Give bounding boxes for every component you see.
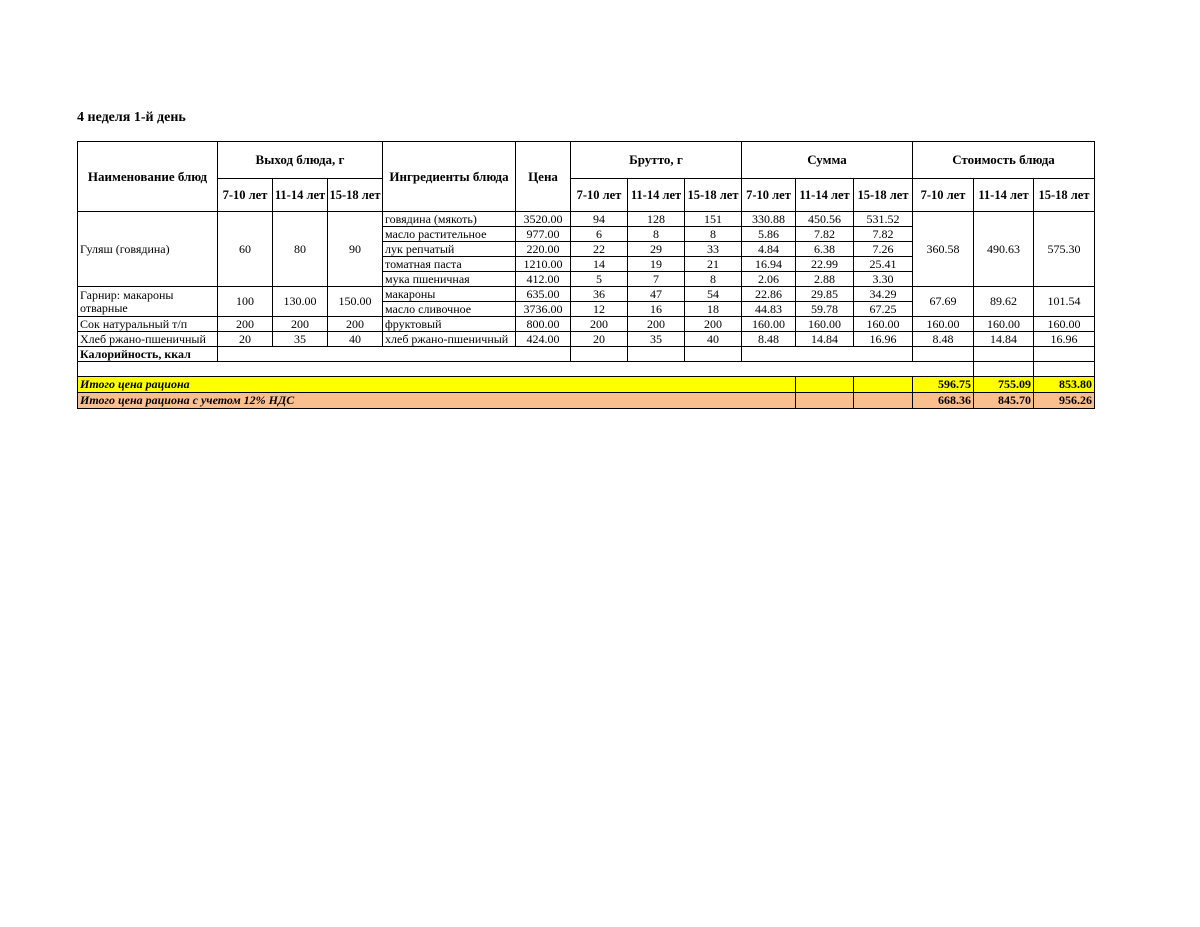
col-header-cost-group: Стоимость блюда — [913, 142, 1095, 179]
sum-cell: 25.41 — [854, 257, 913, 272]
empty-cell — [78, 362, 974, 377]
gross-weight-cell: 7 — [628, 272, 685, 287]
gross-weight-cell: 40 — [685, 332, 742, 347]
output-weight-cell: 200 — [273, 317, 328, 332]
empty-cell — [1034, 347, 1095, 362]
gross-weight-cell: 16 — [628, 302, 685, 317]
total-price-row — [78, 377, 1095, 393]
output-weight-cell: 90 — [328, 212, 383, 287]
price-cell: 3520.00 — [516, 212, 571, 227]
sum-cell: 29.85 — [796, 287, 854, 302]
output-weight-cell: 100 — [218, 287, 273, 317]
dish-name-cell: Гуляш (говядина) — [78, 212, 218, 287]
sum-cell: 450.56 — [796, 212, 854, 227]
col-header-sum-group: Сумма — [742, 142, 913, 179]
sum-cell: 2.88 — [796, 272, 854, 287]
gross-weight-cell: 22 — [571, 242, 628, 257]
ingredient-row — [78, 332, 1095, 347]
empty-cell — [854, 377, 913, 393]
sum-cell: 7.26 — [854, 242, 913, 257]
gross-weight-cell: 14 — [571, 257, 628, 272]
total-label-cell: Итого цена рациона с учетом 12% НДС — [78, 393, 796, 409]
calories-row — [78, 347, 1095, 362]
sum-cell: 14.84 — [796, 332, 854, 347]
gross-weight-cell: 8 — [685, 227, 742, 242]
output-weight-cell: 200 — [218, 317, 273, 332]
gross-weight-cell: 19 — [628, 257, 685, 272]
output-weight-cell: 40 — [328, 332, 383, 347]
gross-weight-cell: 21 — [685, 257, 742, 272]
dish-cost-cell: 160.00 — [913, 317, 974, 332]
calories-label-cell: Калорийность, ккал — [78, 347, 218, 362]
empty-cell — [685, 347, 742, 362]
price-cell: 424.00 — [516, 332, 571, 347]
sum-cell: 330.88 — [742, 212, 796, 227]
age-subheader: 15-18 лет — [854, 179, 913, 212]
empty-cell — [742, 347, 913, 362]
empty-cell — [913, 347, 974, 362]
total-value-cell: 845.70 — [974, 393, 1034, 409]
sum-cell: 4.84 — [742, 242, 796, 257]
gross-weight-cell: 47 — [628, 287, 685, 302]
age-subheader: 7-10 лет — [913, 179, 974, 212]
dish-name-cell: Сок натуральный т/п — [78, 317, 218, 332]
dish-name-cell: Гарнир: макароны отварные — [78, 287, 218, 317]
gross-weight-cell: 18 — [685, 302, 742, 317]
ingredient-name-cell: макароны — [383, 287, 516, 302]
sum-cell: 160.00 — [796, 317, 854, 332]
total-value-cell: 853.80 — [1034, 377, 1095, 393]
gross-weight-cell: 8 — [628, 227, 685, 242]
age-subheader: 15-18 лет — [1034, 179, 1095, 212]
sum-cell: 59.78 — [796, 302, 854, 317]
ingredient-name-cell: хлеб ржано-пшеничный — [383, 332, 516, 347]
sum-cell: 16.94 — [742, 257, 796, 272]
empty-cell — [1034, 362, 1095, 377]
sum-cell: 44.83 — [742, 302, 796, 317]
spacer-row — [78, 362, 1095, 377]
ingredient-row — [78, 317, 1095, 332]
dish-cost-cell: 14.84 — [974, 332, 1034, 347]
total-value-cell: 668.36 — [913, 393, 974, 409]
col-header-ingredients: Ингредиенты блюда — [383, 142, 516, 212]
empty-cell — [796, 393, 854, 409]
gross-weight-cell: 35 — [628, 332, 685, 347]
ingredient-row — [78, 287, 1095, 302]
ingredient-name-cell: томатная паста — [383, 257, 516, 272]
empty-cell — [974, 362, 1034, 377]
sum-cell: 7.82 — [796, 227, 854, 242]
col-header-gross-group: Брутто, г — [571, 142, 742, 179]
sum-cell: 34.29 — [854, 287, 913, 302]
dish-cost-cell: 490.63 — [974, 212, 1034, 287]
dish-cost-cell: 67.69 — [913, 287, 974, 317]
output-weight-cell: 150.00 — [328, 287, 383, 317]
empty-cell — [854, 393, 913, 409]
ingredient-row — [78, 212, 1095, 227]
age-subheader: 7-10 лет — [218, 179, 273, 212]
col-header-output-group: Выход блюда, г — [218, 142, 383, 179]
dish-name-cell: Хлеб ржано-пшеничный — [78, 332, 218, 347]
age-subheader: 15-18 лет — [328, 179, 383, 212]
price-cell: 412.00 — [516, 272, 571, 287]
dish-cost-cell: 575.30 — [1034, 212, 1095, 287]
total-value-cell: 755.09 — [974, 377, 1034, 393]
gross-weight-cell: 36 — [571, 287, 628, 302]
price-cell: 977.00 — [516, 227, 571, 242]
sum-cell: 16.96 — [854, 332, 913, 347]
price-cell: 3736.00 — [516, 302, 571, 317]
age-subheader: 11-14 лет — [628, 179, 685, 212]
age-subheader: 7-10 лет — [571, 179, 628, 212]
empty-cell — [218, 347, 571, 362]
sum-cell: 8.48 — [742, 332, 796, 347]
sum-cell: 22.99 — [796, 257, 854, 272]
menu-cost-table — [77, 141, 1095, 409]
age-subheader: 11-14 лет — [796, 179, 854, 212]
ingredient-name-cell: масло растительное — [383, 227, 516, 242]
sum-cell: 531.52 — [854, 212, 913, 227]
price-cell: 635.00 — [516, 287, 571, 302]
price-cell: 800.00 — [516, 317, 571, 332]
sum-cell: 3.30 — [854, 272, 913, 287]
total-label-cell: Итого цена рациона — [78, 377, 796, 393]
gross-weight-cell: 8 — [685, 272, 742, 287]
gross-weight-cell: 12 — [571, 302, 628, 317]
dish-cost-cell: 160.00 — [1034, 317, 1095, 332]
empty-cell — [628, 347, 685, 362]
age-subheader: 11-14 лет — [273, 179, 328, 212]
price-cell: 220.00 — [516, 242, 571, 257]
dish-cost-cell: 160.00 — [974, 317, 1034, 332]
ingredient-name-cell: лук репчатый — [383, 242, 516, 257]
dish-cost-cell: 8.48 — [913, 332, 974, 347]
gross-weight-cell: 54 — [685, 287, 742, 302]
gross-weight-cell: 200 — [571, 317, 628, 332]
age-subheader: 15-18 лет — [685, 179, 742, 212]
empty-cell — [796, 377, 854, 393]
age-subheader: 7-10 лет — [742, 179, 796, 212]
gross-weight-cell: 33 — [685, 242, 742, 257]
gross-weight-cell: 200 — [685, 317, 742, 332]
col-header-price: Цена — [516, 142, 571, 212]
dish-cost-cell: 360.58 — [913, 212, 974, 287]
ingredient-name-cell: говядина (мякоть) — [383, 212, 516, 227]
total-value-cell: 956.26 — [1034, 393, 1095, 409]
output-weight-cell: 80 — [273, 212, 328, 287]
ingredient-name-cell: мука пшеничная — [383, 272, 516, 287]
output-weight-cell: 20 — [218, 332, 273, 347]
gross-weight-cell: 29 — [628, 242, 685, 257]
gross-weight-cell: 20 — [571, 332, 628, 347]
ingredient-name-cell: фруктовый — [383, 317, 516, 332]
age-subheader: 11-14 лет — [974, 179, 1034, 212]
output-weight-cell: 60 — [218, 212, 273, 287]
gross-weight-cell: 6 — [571, 227, 628, 242]
sum-cell: 6.38 — [796, 242, 854, 257]
gross-weight-cell: 200 — [628, 317, 685, 332]
sum-cell: 160.00 — [854, 317, 913, 332]
sum-cell: 22.86 — [742, 287, 796, 302]
price-cell: 1210.00 — [516, 257, 571, 272]
gross-weight-cell: 128 — [628, 212, 685, 227]
header-row-age-groups — [78, 179, 1095, 212]
gross-weight-cell: 151 — [685, 212, 742, 227]
empty-cell — [974, 347, 1034, 362]
ingredient-name-cell: масло сливочное — [383, 302, 516, 317]
output-weight-cell: 200 — [328, 317, 383, 332]
gross-weight-cell: 94 — [571, 212, 628, 227]
dish-cost-cell: 101.54 — [1034, 287, 1095, 317]
header-row-groups — [78, 142, 1095, 179]
dish-cost-cell: 16.96 — [1034, 332, 1095, 347]
sum-cell: 160.00 — [742, 317, 796, 332]
sum-cell: 7.82 — [854, 227, 913, 242]
sum-cell: 5.86 — [742, 227, 796, 242]
page-title: 4 неделя 1-й день — [77, 110, 186, 125]
empty-cell — [571, 347, 628, 362]
output-weight-cell: 35 — [273, 332, 328, 347]
total-value-cell: 596.75 — [913, 377, 974, 393]
gross-weight-cell: 5 — [571, 272, 628, 287]
total-price-vat-row — [78, 393, 1095, 409]
dish-cost-cell: 89.62 — [974, 287, 1034, 317]
sum-cell: 2.06 — [742, 272, 796, 287]
sum-cell: 67.25 — [854, 302, 913, 317]
output-weight-cell: 130.00 — [273, 287, 328, 317]
col-header-dish-name: Наименование блюд — [78, 142, 218, 212]
